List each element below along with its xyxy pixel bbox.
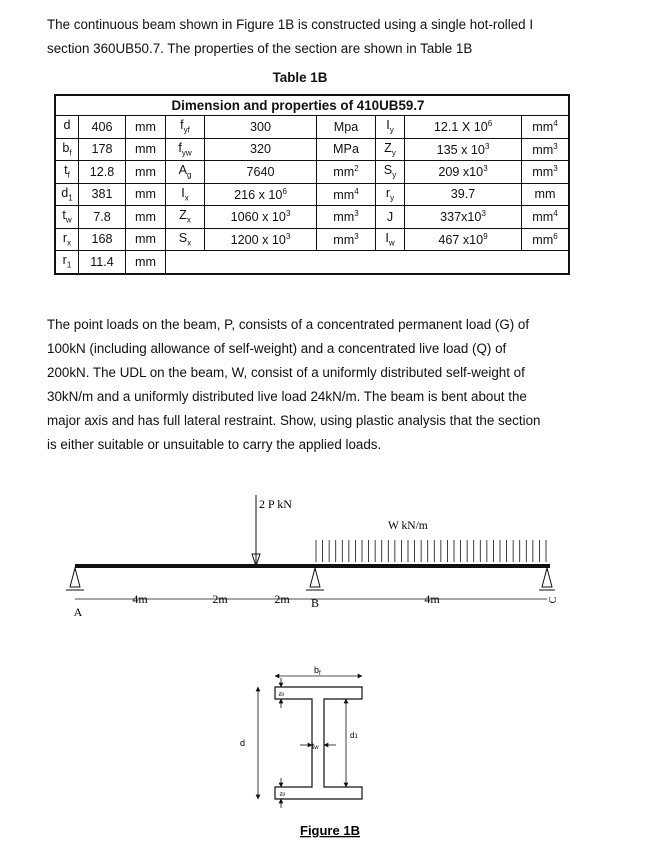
- unit-cell: mm: [126, 206, 166, 229]
- value-cell: 12.8: [79, 161, 126, 184]
- table-row: [55, 138, 569, 161]
- empty-cell: [376, 251, 405, 274]
- value-cell: 168: [79, 228, 126, 251]
- unit-cell: mm: [126, 251, 166, 274]
- unit-cell: $mm^4$: [317, 183, 376, 206]
- symbol-cell: $t_w$: [55, 206, 79, 229]
- unit-cell: $mm^4$: [522, 116, 570, 139]
- table-row: [55, 116, 569, 139]
- unit-cell: mm: [126, 116, 166, 139]
- symbol-cell: $S_y$: [376, 161, 405, 184]
- empty-cell: [317, 251, 376, 274]
- symbol-cell: $f_{yf}$: [166, 116, 205, 139]
- support-c: [539, 568, 555, 590]
- unit-cell: Mpa: [317, 116, 376, 139]
- value-cell: 300: [205, 116, 317, 139]
- empty-cell: [522, 251, 570, 274]
- unit-cell: $mm^3$: [522, 138, 570, 161]
- intro-line-2: section 360UB50.7. The properties of the section are shown in Table 1B: [47, 41, 473, 56]
- paragraph-line: 30kN/m and a uniformly distributed live load 24kN/m. The beam is bent about the: [47, 389, 527, 404]
- figure-caption: Figure 1B: [300, 823, 360, 838]
- support-a: [66, 568, 84, 590]
- span-label-4m-left: 4m: [132, 592, 148, 606]
- table-row: [55, 183, 569, 206]
- tf-top-label: tf: [277, 692, 286, 696]
- symbol-cell: $I_x$: [166, 183, 205, 206]
- bf-label: $b_f$: [314, 665, 321, 677]
- value-cell: 216 x $10^6$: [205, 183, 317, 206]
- value-cell: 1200 x $10^3$: [205, 228, 317, 251]
- unit-cell: $mm^3$: [317, 228, 376, 251]
- empty-cell: [166, 251, 205, 274]
- properties-table: [54, 94, 570, 275]
- value-cell: 381: [79, 183, 126, 206]
- value-cell: 406: [79, 116, 126, 139]
- span-label-2m-left: 2m: [212, 592, 228, 606]
- unit-cell: mm: [126, 183, 166, 206]
- unit-cell: mm: [522, 183, 570, 206]
- figure-1b: [0, 480, 652, 847]
- value-cell: 467 $x10^9$: [405, 228, 522, 251]
- symbol-cell: $r_y$: [376, 183, 405, 206]
- problem-paragraph: [47, 313, 557, 457]
- value-cell: $337x10^3$: [405, 206, 522, 229]
- value-cell: 1060 x $10^3$: [205, 206, 317, 229]
- unit-cell: $mm^3$: [522, 161, 570, 184]
- table-row: [55, 228, 569, 251]
- symbol-cell: $b_f$: [55, 138, 79, 161]
- intro-text: [47, 13, 607, 61]
- table-row: [55, 161, 569, 184]
- table-body: [55, 116, 569, 274]
- table-row: [55, 251, 569, 274]
- symbol-cell: $f_{yw}$: [166, 138, 205, 161]
- paragraph-line: is either suitable or unsuitable to carry the applied loads.: [47, 437, 382, 452]
- beam: [75, 564, 550, 568]
- symbol-cell: $I_w$: [376, 228, 405, 251]
- symbol-cell: $A_g$: [166, 161, 205, 184]
- symbol-cell: $Z_y$: [376, 138, 405, 161]
- symbol-cell: $r_x$: [55, 228, 79, 251]
- paragraph-line: 200kN. The UDL on the beam, W, consist of a uniformly distributed self-weight of: [47, 365, 525, 380]
- table-header: Dimension and properties of 410UB59.7: [166, 95, 570, 116]
- table-caption: Table 1B: [272, 70, 328, 85]
- value-cell: 320: [205, 138, 317, 161]
- d-label: d: [240, 738, 246, 748]
- unit-cell: $mm^2$: [317, 161, 376, 184]
- symbol-cell: $S_x$: [166, 228, 205, 251]
- support-b: [306, 568, 324, 590]
- empty-cell: [205, 251, 317, 274]
- support-a-label: A: [73, 605, 83, 619]
- unit-cell: MPa: [317, 138, 376, 161]
- unit-cell: $mm^3$: [317, 206, 376, 229]
- paragraph-line: The point loads on the beam, P, consists of a concentrated permanent load (G) of: [47, 317, 530, 332]
- support-c-label: C: [548, 596, 559, 604]
- value-cell: 12.1 X $10^6$: [405, 116, 522, 139]
- udl-label: W kN/m: [388, 520, 428, 532]
- symbol-cell: J: [376, 206, 405, 229]
- point-load-label: 2 P kN: [259, 497, 292, 511]
- symbol-cell: $I_y$: [376, 116, 405, 139]
- value-cell: 7.8: [79, 206, 126, 229]
- tf-bottom-label: tf: [278, 792, 287, 796]
- unit-cell: mm: [126, 138, 166, 161]
- unit-cell: mm: [126, 228, 166, 251]
- symbol-cell: $r_1$: [55, 251, 79, 274]
- symbol-cell: $t_f$: [55, 161, 79, 184]
- value-cell: 178: [79, 138, 126, 161]
- value-cell: 135 x $10^3$: [405, 138, 522, 161]
- span-label-2m-right: 2m: [274, 592, 290, 606]
- intro-line-1: The continuous beam shown in Figure 1B is constructed using a single hot-rolled I: [47, 17, 534, 32]
- paragraph-line: major axis and has full lateral restraint. Show, using plastic analysis that the section: [47, 413, 541, 428]
- empty-cell: [405, 251, 522, 274]
- udl-arrows: [316, 540, 546, 562]
- unit-cell: $mm^4$: [522, 206, 570, 229]
- paragraph-line: 100kN (including allowance of self-weight) and a concentrated live load (Q) of: [47, 341, 507, 356]
- d1-label: d1: [350, 731, 358, 740]
- value-cell: 7640: [205, 161, 317, 184]
- unit-cell: $mm^6$: [522, 228, 570, 251]
- value-cell: 39.7: [405, 183, 522, 206]
- span-label-4m-right: 4m: [424, 592, 440, 606]
- i-section: [275, 687, 362, 799]
- value-cell: 209 $x10^3$: [405, 161, 522, 184]
- support-b-label: B: [310, 596, 320, 610]
- symbol-cell: d: [55, 116, 79, 139]
- table-row: [55, 206, 569, 229]
- unit-cell: mm: [126, 161, 166, 184]
- value-cell: 11.4: [79, 251, 126, 274]
- tw-label: tw: [312, 742, 319, 751]
- symbol-cell: $Z_x$: [166, 206, 205, 229]
- symbol-cell: $d_1$: [55, 183, 79, 206]
